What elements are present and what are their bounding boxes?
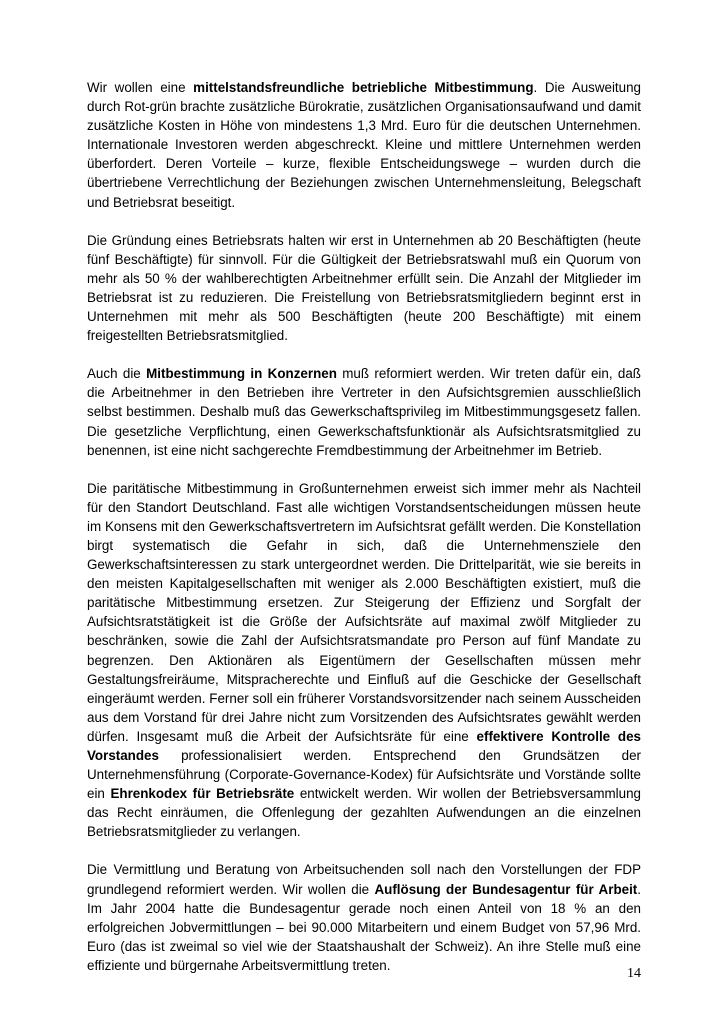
paragraph-3 (87, 364, 641, 459)
text-run: Die paritätische Mitbestimmung in Großunternehmen erweist sich immer mehr als Nachteil für den Standort Deutschland. Fast alle wichtigen Vorstandsentscheidungen müssen heute im Konsens mit den Gewerkschaftsvertretern im Aufsichtsrat gefällt werden. Die Konstellation birgt systematisch die Gefahr in sich, daß die Unternehmensziele den Gewerkschaftsinteressen zu stark untergeordnet werden. Die Drittelparität, wie sie bereits in den meisten Kapitalgesellschaften mit weniger als 2.000 Beschäftigten existiert, muß die paritätische Mitbestimmung ersetzen. Zur Steigerung der Effizienz und Sorgfalt der Aufsichtsratstätigkeit ist die Größe der Aufsichtsräte auf maximal zwölf Mitglieder zu beschränken, sowie die Zahl der Aufsichtsratsmandate pro Person auf fünf Mandate zu begrenzen. Den Aktionären als Eigentümern der Gesellschaften müssen mehr Gestaltungsfreiräume, Mitspracherechte und Einfluß auf die Geschicke der Gesellschaft eingeräumt werden. Ferner soll ein früherer Vorstandsvorsitzender nach seinem Ausscheiden aus dem Vorstand für drei Jahre nicht zum Vorsitzenden des Aufsichtsrates gewählt werden dürfen. Insgesamt muß die Arbeit der Aufsichtsräte für eine (87, 480, 641, 744)
bold-phrase: Auflösung der Bundesagentur für Arbeit (374, 881, 638, 897)
text-run: professionalisiert werden. Entsprechend den Grundsätzen der Unternehmensführung (Corporate-Governance-Kodex) für Aufsichtsräte und Vorstände sollte ein (87, 748, 641, 802)
text-run: entwickelt werden. Wir wollen der Betriebsversammlung das Recht einräumen, die Offenlegung der gezahlten Aufwendungen an die einzelnen Betriebsratsmitglieder zu verlangen. (87, 786, 642, 840)
text-run: . Die Ausweitung durch Rot-grün brachte zusätzliche Bürokratie, zusätzlichen Organisationsaufwand und damit zusätzliche Kosten in Höhe von mindestens 1,3 Mrd. Euro für die deutschen Unternehmen. Internationale Investoren werden abgeschreckt. Kleine und mittlere Unternehmen werden überfordert. Deren Vorteile – kurze, flexible Entscheidungswege – wurden durch die übertriebene Verrechtlichung der Beziehungen zwischen Unternehmensleitung, Belegschaft und Betriebsrat beseitigt. (87, 80, 641, 210)
text-run: muß reformiert werden. Wir treten dafür ein, daß die Arbeitnehmer in den Betrieben ihre Vertreter in den Aufsichtsgremien ausschließlich selbst bestimmen. Deshalb muß das Gewerkschaftsprivileg im Mitbestimmungsgesetz fallen. Die gesetzliche Verpflichtung, einen Gewerkschaftsfunktionär als Aufsichtsratsmitglied zu benennen, ist eine nicht sachgerechte Fremdbestimmung der Arbeitnehmer im Betrieb. (87, 366, 641, 458)
bold-phrase: effektivere Kontrolle des Vorstandes (87, 728, 641, 763)
page-number: 14 (627, 966, 641, 981)
paragraph-1 (87, 78, 641, 212)
bold-phrase: Mitbestimmung in Konzernen (146, 366, 337, 382)
text-run: Wir wollen eine (87, 80, 194, 95)
paragraph-4 (87, 479, 641, 842)
paragraph-2 (87, 231, 641, 346)
text-run: Auch die (87, 366, 147, 382)
body-text (87, 78, 641, 994)
bold-phrase: mittelstandsfreundliche betriebliche Mitbestimmung (193, 80, 534, 95)
text-run: . Im Jahr 2004 hatte die Bundesagentur gerade noch einen Anteil von 18 % an den erfolgreichen Jobvermittlungen – bei 90.000 Mitarbeitern und einem Budget von 57,96 Mrd. Euro (das ist zweimal so viel wie der Staatshaushalt der Schweiz). An ihre Stelle muß eine effiziente und bürgernahe Arbeitsvermittlung treten. (87, 881, 641, 973)
text-run: Die Vermittlung und Beratung von Arbeitsuchenden soll nach den Vorstellungen der FDP grundlegend reformiert werden. Wir wollen die (87, 862, 641, 897)
paragraph-5 (87, 860, 641, 975)
bold-phrase: Ehrenkodex für Betriebsräte (110, 786, 295, 802)
text-run: Die Gründung eines Betriebsrats halten wir erst in Unternehmen ab 20 Beschäftigten (heute fünf Beschäftigte) für sinnvoll. Für die Gültigkeit der Betriebsratswahl muß ein Quorum von mehr als 50 % der wahlberechtigten Arbeitnehmer erfüllt sein. Die Anzahl der Mitglieder im Betriebsrat ist zu reduzieren. Die Freistellung von Betriebsratsmitgliedern beginnt erst in Unternehmen mit mehr als 500 Beschäftigten (heute 200 Beschäftigte) mit einem freigestellten Betriebsratsmitglied. (87, 232, 641, 344)
